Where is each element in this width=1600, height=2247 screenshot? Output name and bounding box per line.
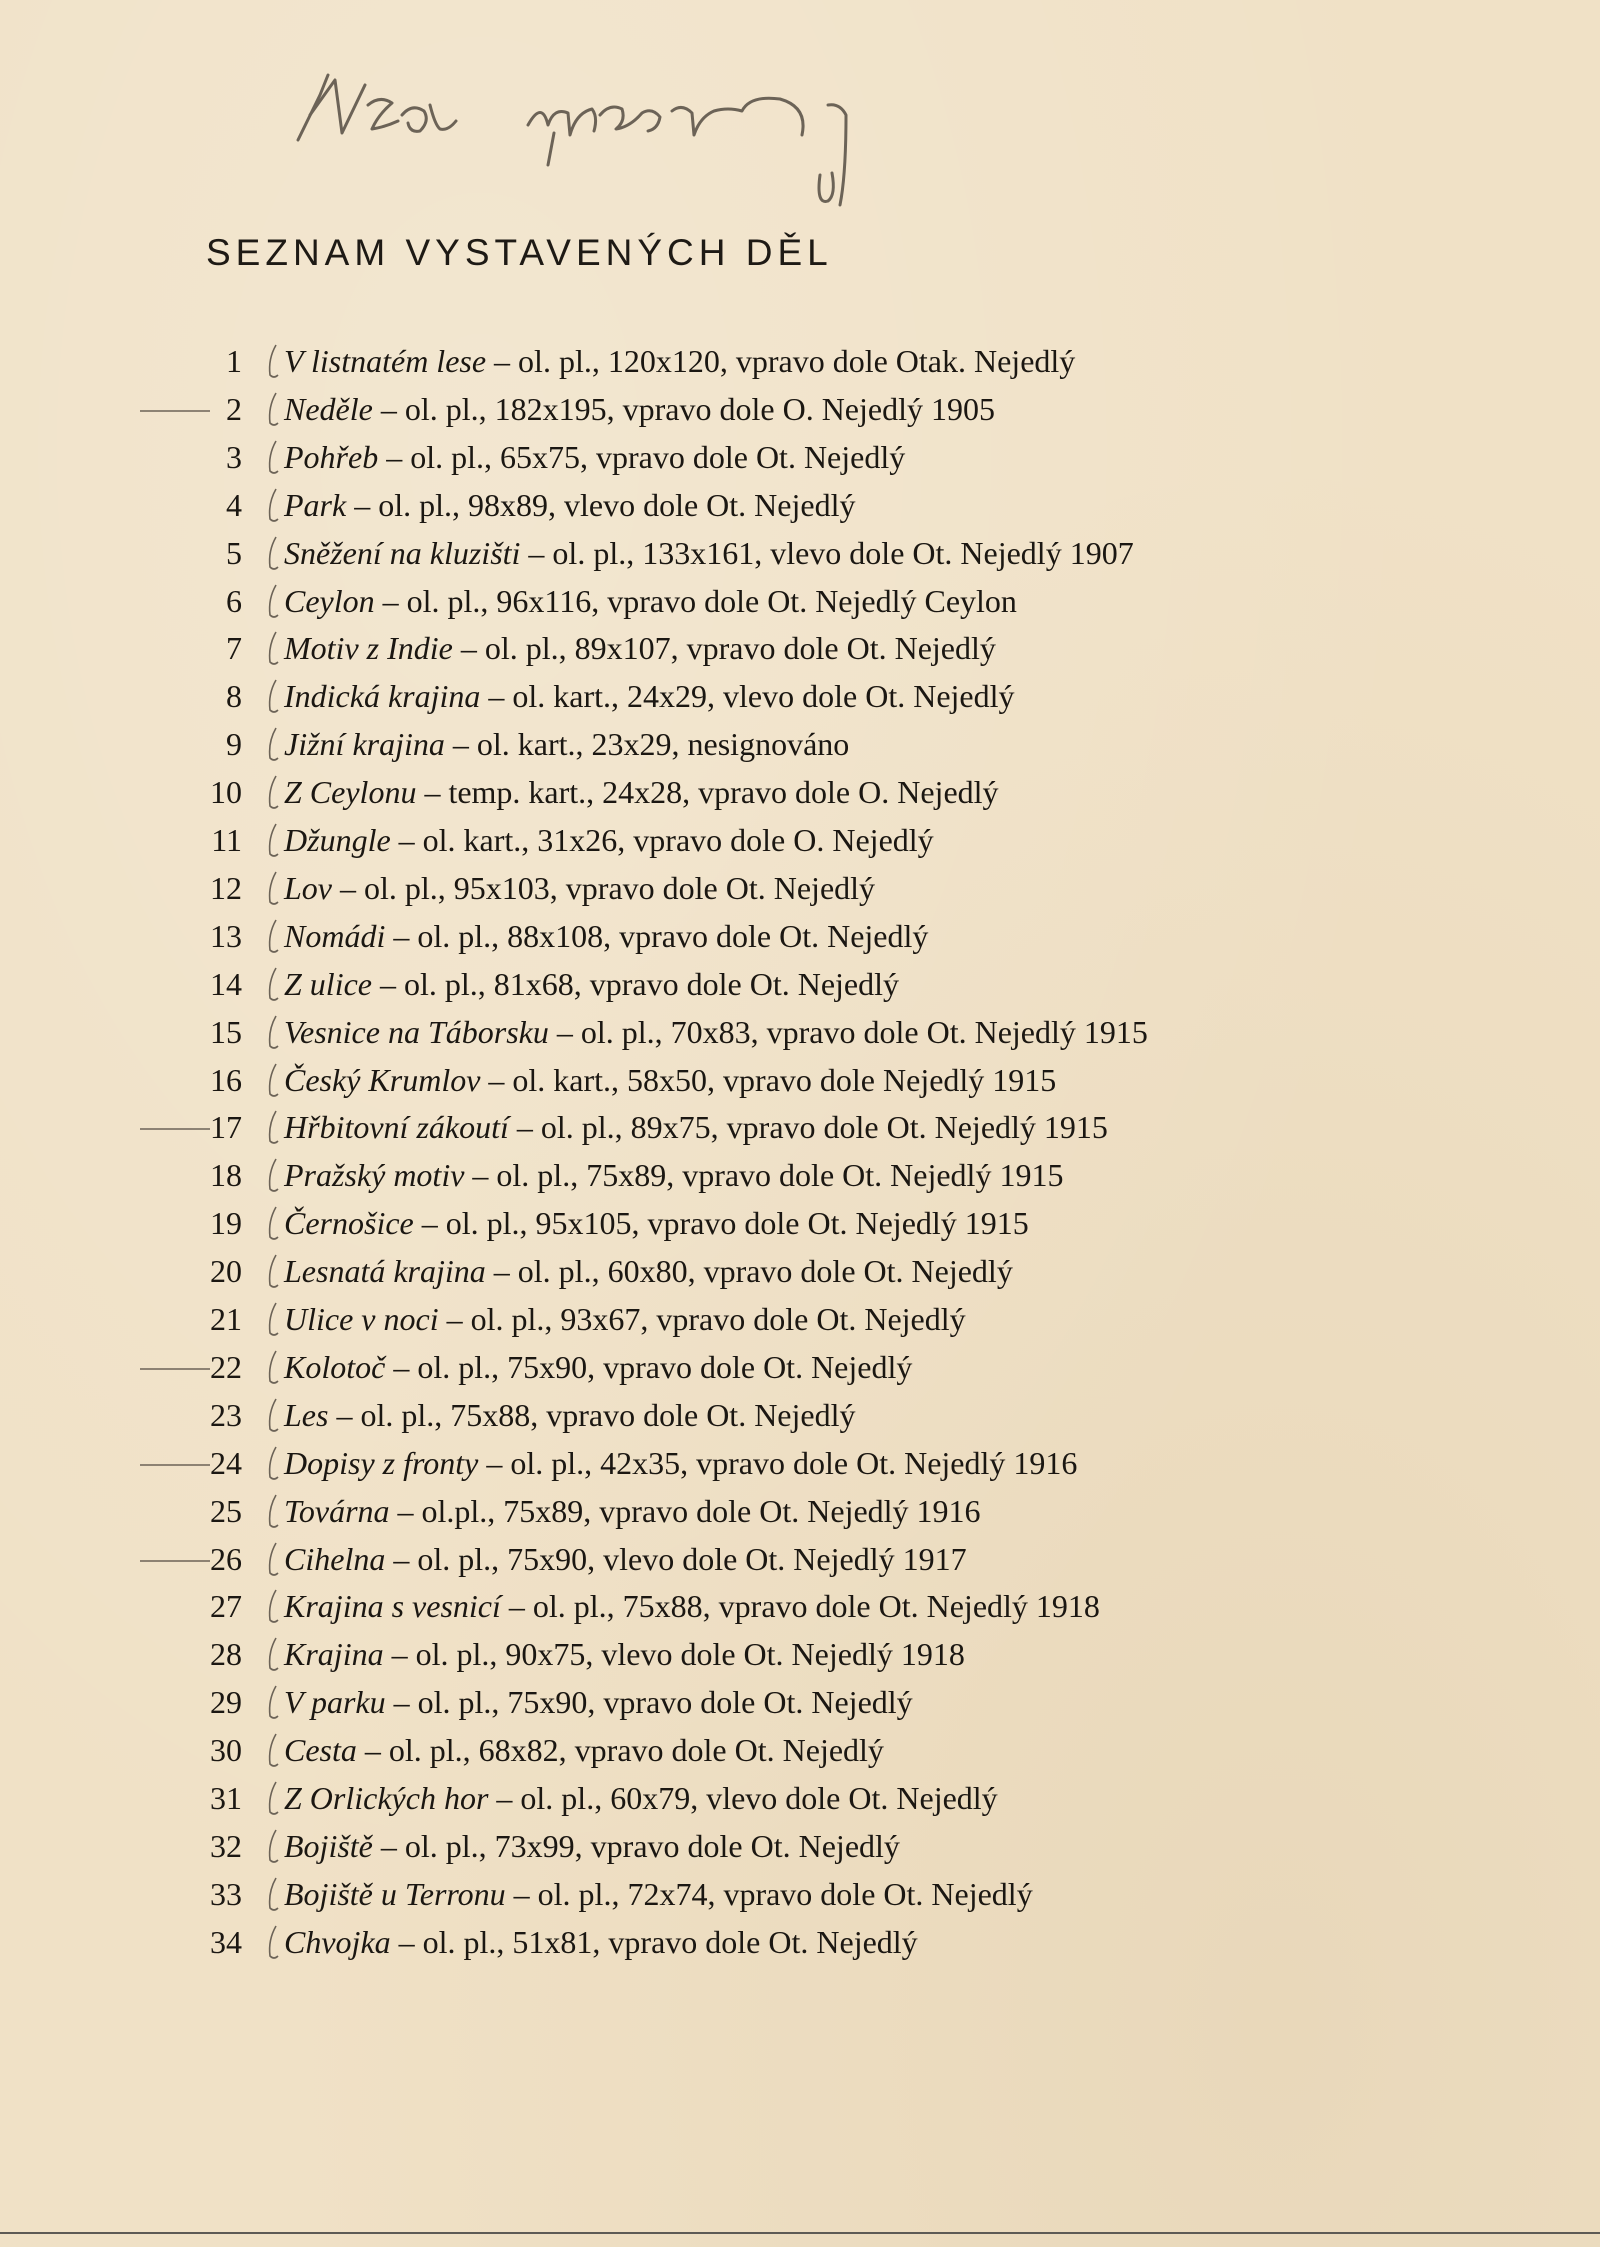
work-number: 3 — [226, 438, 242, 475]
work-entry — [284, 1582, 1100, 1630]
entry-separator: – — [486, 343, 519, 379]
work-details: ol. pl., 75x89, vpravo dole Ot. Nejedlý 1915 — [496, 1157, 1064, 1194]
work-title: Z ulice — [284, 965, 372, 1002]
entry-separator: – — [346, 486, 379, 523]
list-item — [0, 1678, 1600, 1726]
entry-separator: – — [485, 1253, 518, 1290]
work-number: 8 — [226, 678, 242, 715]
entry-separator: – — [438, 1301, 471, 1337]
work-number: 13 — [210, 917, 242, 954]
work-entry — [284, 1822, 900, 1870]
list-item — [0, 337, 1600, 385]
list-item — [0, 960, 1600, 1008]
entry-separator: – — [385, 1540, 418, 1577]
work-number: 16 — [210, 1061, 242, 1098]
pencil-dash-mark — [100, 1347, 220, 1387]
pencil-dash-mark — [100, 1107, 220, 1147]
work-number: 28 — [210, 1636, 242, 1673]
work-title: Pohřeb — [284, 438, 379, 475]
entry-separator: – — [371, 965, 404, 1002]
pencil-check-mark — [262, 1586, 284, 1626]
work-title: Továrna — [284, 1492, 390, 1529]
work-details: ol. pl., 75x90, vlevo dole Ot. Nejedlý 1917 — [417, 1540, 967, 1577]
work-entry — [284, 960, 899, 1008]
work-title: Dopisy z fronty — [284, 1444, 479, 1481]
work-title: Z Ceylonu — [284, 774, 417, 811]
work-number: 6 — [226, 582, 242, 619]
work-details: ol. kart., 58x50, vpravo dole Nejedlý 1915 — [512, 1061, 1057, 1098]
work-title: Hřbitovní zákoutí — [284, 1109, 509, 1146]
work-entry — [284, 1103, 1108, 1151]
entry-separator: – — [416, 774, 449, 811]
work-entry — [284, 1295, 966, 1343]
pencil-check-mark — [262, 964, 284, 1004]
work-number: 29 — [210, 1684, 242, 1721]
list-item — [0, 1247, 1600, 1295]
list-item — [0, 1487, 1600, 1535]
work-details: ol. pl., 95x103, vpravo dole Ot. Nejedlý — [364, 869, 876, 906]
pencil-check-mark — [262, 1539, 284, 1579]
work-entry — [284, 816, 934, 864]
work-entry — [284, 1726, 884, 1774]
work-entry — [284, 1151, 1063, 1199]
work-details: ol. pl., 73x99, vpravo dole Ot. Nejedlý — [404, 1827, 900, 1864]
work-details: ol. pl., 182x195, vpravo dole O. Nejedlý 1905 — [404, 390, 995, 427]
list-item — [0, 1056, 1600, 1104]
work-number: 21 — [210, 1301, 242, 1337]
work-number: 24 — [210, 1444, 242, 1481]
entry-separator: – — [389, 1492, 422, 1529]
work-entry — [284, 1199, 1029, 1247]
entry-separator: – — [385, 1348, 418, 1385]
entry-separator: – — [390, 822, 423, 858]
work-details: ol. pl., 75x88, vpravo dole Ot. Nejedlý — [360, 1396, 856, 1433]
work-title: Cihelna — [284, 1540, 386, 1577]
pencil-check-mark — [262, 724, 284, 764]
work-entry — [284, 1343, 912, 1391]
work-details: ol. pl., 98x89, vlevo dole Ot. Nejedlý — [378, 486, 856, 523]
work-entry — [284, 1247, 1013, 1295]
list-item — [0, 864, 1600, 912]
work-title: Motiv z Indie — [284, 630, 453, 667]
entry-separator: – — [480, 1061, 513, 1098]
pencil-check-mark — [262, 389, 284, 429]
work-entry — [284, 529, 1134, 577]
entry-separator: – — [413, 1205, 446, 1242]
work-title: Lesnatá krajina — [284, 1253, 486, 1290]
work-title: Krajina — [284, 1636, 384, 1673]
work-details: ol. pl., 96x116, vpravo dole Ot. Nejedlý Ceylon — [406, 582, 1017, 619]
pencil-check-mark — [262, 1778, 284, 1818]
work-details: ol. pl., 89x75, vpravo dole Ot. Nejedlý 1915 — [540, 1109, 1108, 1146]
work-number: 14 — [210, 965, 242, 1002]
work-details: ol. pl., 81x68, vpravo dole Ot. Nejedlý — [403, 965, 900, 1002]
work-number: 12 — [210, 869, 242, 906]
work-title: Sněžení na kluzišti — [284, 534, 521, 571]
work-details: ol. kart., 31x26, vpravo dole O. Nejedlý — [422, 822, 934, 858]
work-entry — [284, 1439, 1077, 1487]
entry-separator: – — [383, 1636, 416, 1673]
work-details: ol. pl., 95x105, vpravo dole Ot. Nejedlý 1915 — [445, 1205, 1029, 1242]
work-details: ol. pl., 75x90, vpravo dole Ot. Nejedlý — [417, 1684, 913, 1721]
entry-separator: – — [505, 1875, 538, 1912]
entry-separator: – — [374, 582, 407, 619]
work-entry — [284, 1678, 913, 1726]
work-entry — [284, 337, 1075, 385]
entry-separator: – — [378, 438, 411, 475]
entry-separator: – — [480, 678, 513, 715]
work-title: Park — [284, 486, 347, 523]
work-number: 23 — [210, 1396, 242, 1433]
entry-separator: – — [372, 390, 405, 427]
entry-separator: – — [452, 630, 485, 667]
list-item — [0, 768, 1600, 816]
list-item — [0, 1343, 1600, 1391]
work-number: 17 — [210, 1109, 242, 1146]
work-details: ol. pl., 51x81, vpravo dole Ot. Nejedlý — [422, 1923, 918, 1960]
list-item — [0, 1582, 1600, 1630]
work-entry — [284, 768, 999, 816]
work-details: ol. pl., 42x35, vpravo dole Ot. Nejedlý 1916 — [510, 1444, 1078, 1481]
entry-separator: – — [464, 1157, 497, 1194]
work-entry — [284, 1008, 1148, 1056]
entry-separator: – — [390, 1923, 423, 1960]
entry-separator: – — [385, 917, 418, 954]
work-number: 18 — [210, 1157, 242, 1194]
work-entry — [284, 1774, 998, 1822]
pencil-check-mark — [262, 533, 284, 573]
pencil-check-mark — [262, 1491, 284, 1531]
work-number: 25 — [210, 1492, 242, 1529]
work-number: 19 — [210, 1205, 242, 1242]
list-item — [0, 1103, 1600, 1151]
pencil-check-mark — [262, 1107, 284, 1147]
entry-separator: – — [332, 869, 364, 906]
work-details: ol. pl., 133x161, vlevo dole Ot. Nejedlý 1907 — [552, 534, 1134, 571]
work-details: ol. pl., 89x107, vpravo dole Ot. Nejedlý — [484, 630, 996, 667]
work-details: ol.pl., 75x89, vpravo dole Ot. Nejedlý 1916 — [421, 1492, 981, 1529]
work-number: 11 — [211, 822, 242, 858]
list-item — [0, 577, 1600, 625]
work-entry — [284, 1870, 1033, 1918]
work-title: Chvojka — [284, 1923, 391, 1960]
work-number: 4 — [226, 486, 242, 523]
pencil-check-mark — [262, 1922, 284, 1962]
work-entry — [284, 1391, 855, 1439]
list-item — [0, 1918, 1600, 1966]
work-title: Pražský motiv — [284, 1157, 465, 1194]
work-details: ol. pl., 93x67, vpravo dole Ot. Nejedlý — [470, 1301, 966, 1337]
work-title: Z Orlických hor — [284, 1780, 489, 1816]
work-number: 33 — [210, 1875, 242, 1912]
work-title: Nomádi — [284, 917, 386, 954]
list-item — [0, 385, 1600, 433]
pencil-check-mark — [262, 1012, 284, 1052]
work-title: V listnatém lese — [284, 343, 487, 379]
work-details: ol. pl., 68x82, vpravo dole Ot. Nejedlý — [388, 1732, 884, 1769]
work-details: ol. pl., 88x108, vpravo dole Ot. Nejedlý — [417, 917, 929, 954]
pencil-check-mark — [262, 628, 284, 668]
work-title: V parku — [284, 1684, 386, 1721]
work-title: Bojiště — [284, 1827, 373, 1864]
work-title: Český Krumlov — [284, 1061, 481, 1098]
work-title: Kolotoč — [284, 1348, 386, 1385]
work-number: 10 — [210, 774, 242, 811]
pencil-check-mark — [262, 1395, 284, 1435]
entry-separator: – — [548, 1013, 581, 1050]
list-item — [0, 1870, 1600, 1918]
work-entry — [284, 624, 996, 672]
pencil-check-mark — [262, 1826, 284, 1866]
pencil-check-mark — [262, 1060, 284, 1100]
work-details: ol. kart., 24x29, vlevo dole Ot. Nejedlý — [512, 678, 1015, 715]
work-number: 20 — [210, 1253, 242, 1290]
work-number: 27 — [210, 1588, 242, 1625]
work-title: Černošice — [284, 1205, 414, 1242]
work-details: ol. pl., 65x75, vpravo dole Ot. Nejedlý — [410, 438, 906, 475]
pencil-check-mark — [262, 485, 284, 525]
entry-separator: – — [488, 1780, 521, 1816]
page-bottom-edge — [0, 2232, 1600, 2234]
work-entry — [284, 433, 905, 481]
work-number: 2 — [226, 390, 242, 427]
entry-separator: – — [508, 1109, 541, 1146]
pencil-check-mark — [262, 1682, 284, 1722]
list-item — [0, 624, 1600, 672]
work-entry — [284, 1630, 965, 1678]
work-title: Lov — [284, 869, 332, 906]
work-title: Džungle — [284, 822, 391, 858]
work-number: 30 — [210, 1732, 242, 1769]
entry-separator: – — [385, 1684, 418, 1721]
list-item — [0, 1726, 1600, 1774]
work-title: Cesta — [284, 1732, 357, 1769]
work-number: 9 — [226, 726, 242, 763]
list-item — [0, 912, 1600, 960]
pencil-check-mark — [262, 1634, 284, 1674]
work-number: 5 — [226, 534, 242, 571]
list-item — [0, 1008, 1600, 1056]
work-title: Jižní krajina — [284, 726, 445, 763]
list-item — [0, 816, 1600, 864]
list-item — [0, 1439, 1600, 1487]
pencil-check-mark — [262, 1251, 284, 1291]
work-number: 34 — [210, 1923, 242, 1960]
entry-separator: – — [372, 1827, 405, 1864]
list-item — [0, 1774, 1600, 1822]
work-entry — [284, 1487, 981, 1535]
pencil-check-mark — [262, 1874, 284, 1914]
pencil-dash-mark — [100, 389, 220, 429]
work-entry — [284, 864, 875, 912]
work-details: ol. pl., 60x79, vlevo dole Ot. Nejedlý — [520, 1780, 998, 1816]
pencil-dash-mark — [100, 1443, 220, 1483]
work-details: ol. pl., 72x74, vpravo dole Ot. Nejedlý — [537, 1875, 1033, 1912]
work-details: temp. kart., 24x28, vpravo dole O. Nejedlý — [448, 774, 999, 811]
work-details: ol. kart., 23x29, nesignováno — [476, 726, 850, 763]
pencil-check-mark — [262, 772, 284, 812]
entry-separator: – — [500, 1588, 533, 1625]
handwritten-note-signature — [280, 55, 880, 245]
pencil-check-mark — [262, 1203, 284, 1243]
work-title: Neděle — [284, 390, 373, 427]
work-number: 7 — [226, 630, 242, 667]
list-item — [0, 1199, 1600, 1247]
work-entry — [284, 577, 1017, 625]
entry-separator: – — [328, 1396, 361, 1433]
work-details: ol. pl., 75x90, vpravo dole Ot. Nejedlý — [417, 1348, 913, 1385]
list-item — [0, 1391, 1600, 1439]
work-entry — [284, 385, 995, 433]
work-title: Krajina s vesnicí — [284, 1588, 501, 1625]
list-item — [0, 1535, 1600, 1583]
work-entry — [284, 1918, 918, 1966]
work-number: 32 — [210, 1827, 242, 1864]
list-item — [0, 720, 1600, 768]
pencil-check-mark — [262, 868, 284, 908]
pencil-check-mark — [262, 1155, 284, 1195]
work-entry — [284, 481, 855, 529]
work-number: 22 — [210, 1348, 242, 1385]
work-number: 31 — [210, 1780, 242, 1816]
list-item — [0, 1822, 1600, 1870]
pencil-check-mark — [262, 820, 284, 860]
list-item — [0, 433, 1600, 481]
pencil-check-mark — [262, 916, 284, 956]
pencil-dash-mark — [100, 1539, 220, 1579]
work-entry — [284, 912, 928, 960]
entry-separator: – — [356, 1732, 389, 1769]
work-details: ol. pl., 70x83, vpravo dole Ot. Nejedlý 1915 — [580, 1013, 1148, 1050]
pencil-check-mark — [262, 341, 284, 381]
entry-separator: – — [444, 726, 477, 763]
work-details: ol. pl., 60x80, vpravo dole Ot. Nejedlý — [517, 1253, 1013, 1290]
work-number: 15 — [210, 1013, 242, 1050]
work-details: ol. pl., 75x88, vpravo dole Ot. Nejedlý 1918 — [532, 1588, 1100, 1625]
page-title: SEZNAM VYSTAVENÝCH DĚL — [206, 232, 833, 273]
list-item — [0, 481, 1600, 529]
work-entry — [284, 720, 849, 768]
entry-separator: – — [520, 534, 553, 571]
pencil-check-mark — [262, 581, 284, 621]
work-title: Bojiště u Terronu — [284, 1875, 506, 1912]
pencil-check-mark — [262, 1299, 284, 1339]
list-item — [0, 1151, 1600, 1199]
work-title: Vesnice na Táborsku — [284, 1013, 549, 1050]
work-number: 1 — [226, 343, 242, 379]
work-title: Ulice v noci — [284, 1301, 439, 1337]
work-entry — [284, 672, 1015, 720]
pencil-check-mark — [262, 676, 284, 716]
list-item — [0, 529, 1600, 577]
work-number: 26 — [210, 1540, 242, 1577]
work-entry — [284, 1056, 1056, 1104]
list-item — [0, 672, 1600, 720]
work-title: Ceylon — [284, 582, 375, 619]
list-item — [0, 1630, 1600, 1678]
entry-separator: – — [478, 1444, 511, 1481]
pencil-check-mark — [262, 1347, 284, 1387]
work-title: Les — [284, 1396, 329, 1433]
work-details: ol. pl., 90x75, vlevo dole Ot. Nejedlý 1918 — [415, 1636, 965, 1673]
work-title: Indická krajina — [284, 678, 481, 715]
work-entry — [284, 1535, 967, 1583]
pencil-check-mark — [262, 437, 284, 477]
work-details: ol. pl., 120x120, vpravo dole Otak. Nejedlý — [518, 343, 1076, 379]
pencil-check-mark — [262, 1443, 284, 1483]
list-item — [0, 1295, 1600, 1343]
pencil-check-mark — [262, 1730, 284, 1770]
